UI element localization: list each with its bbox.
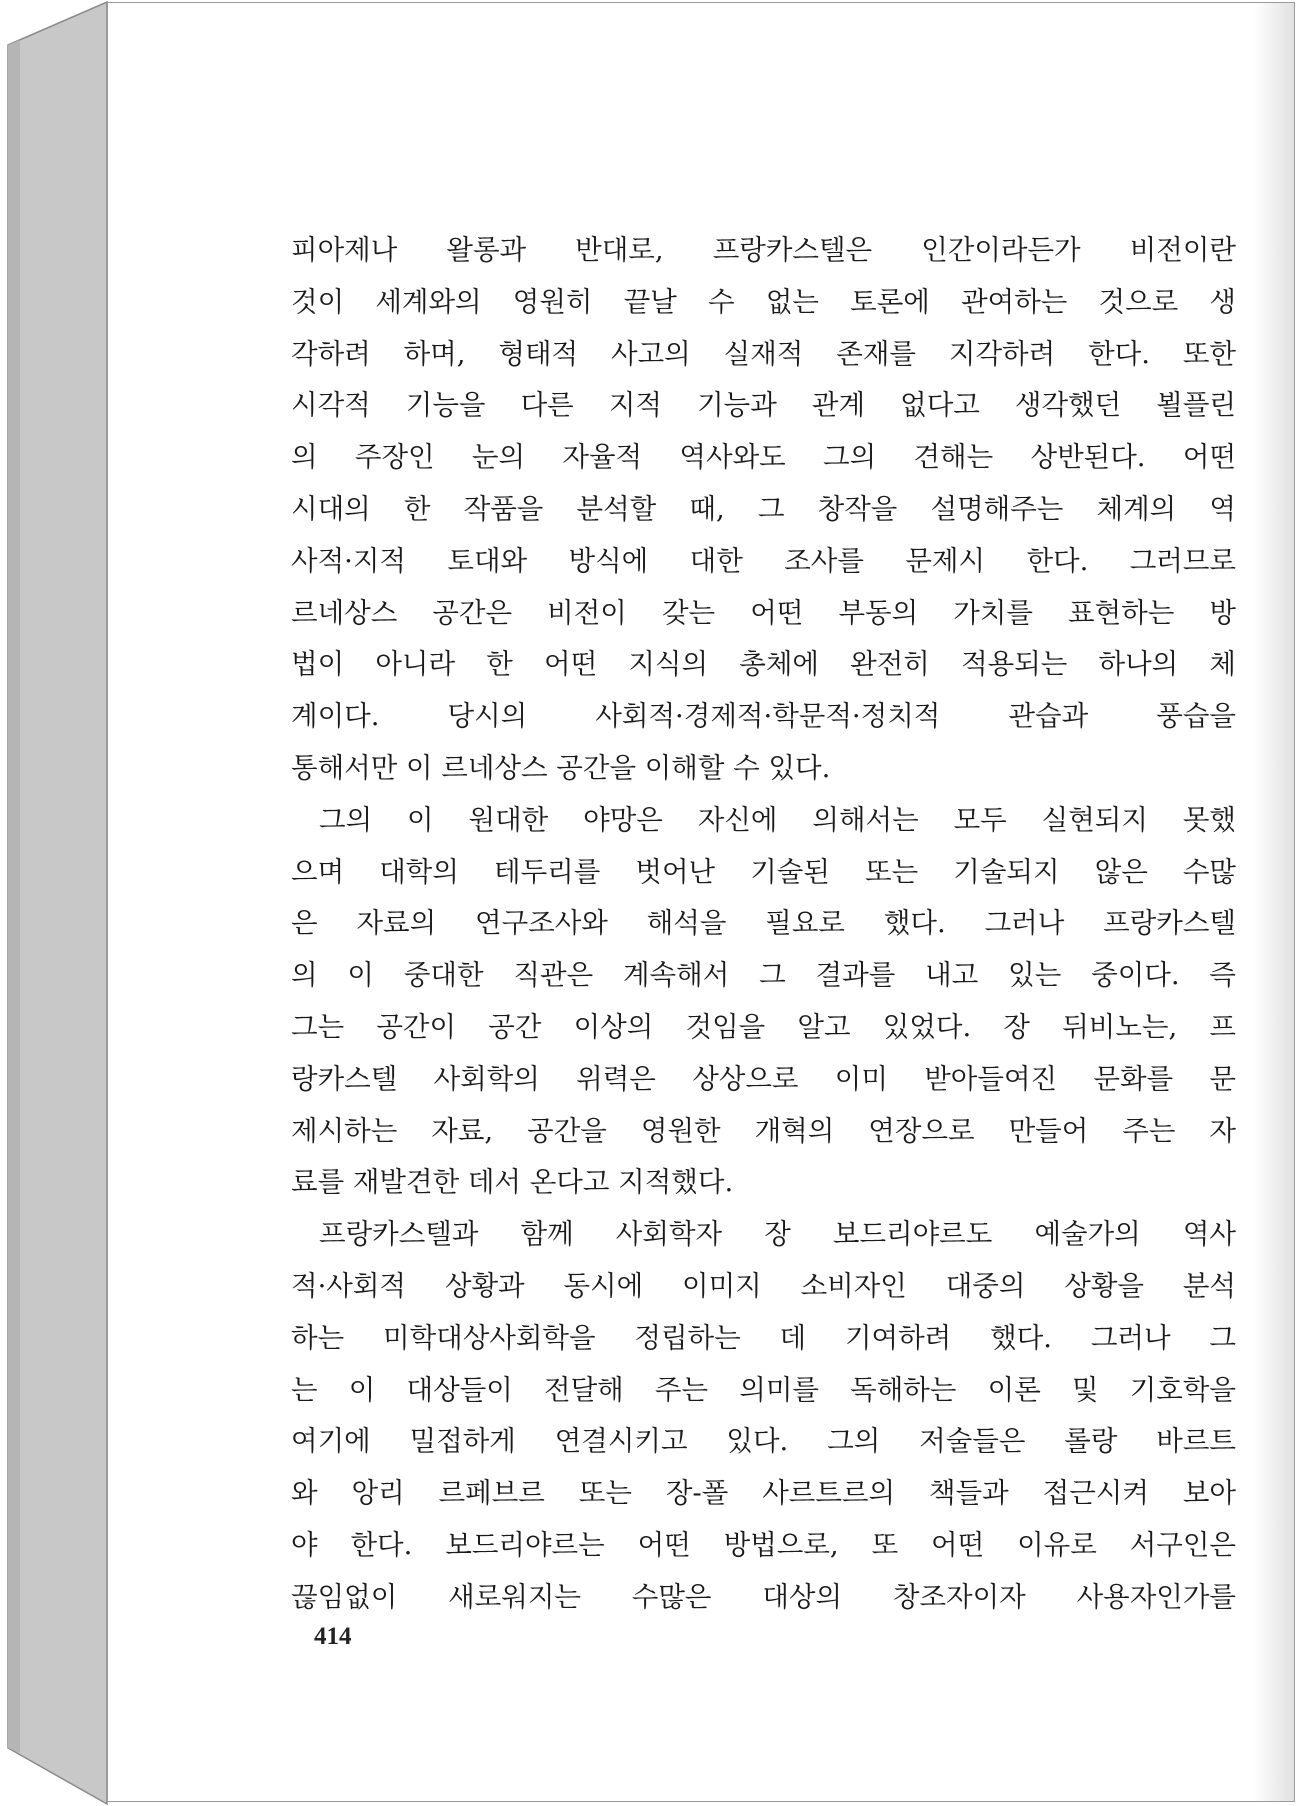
text-line: 끊임없이 새로워지는 수많은 대상의 창조자이자 사용자인가를 xyxy=(291,1580,1236,1613)
book-page xyxy=(107,2,1295,1802)
text-line: 그의 이 원대한 야망은 자신에 의해서는 모두 실현되지 못했 xyxy=(319,803,1236,836)
text-line: 랑카스텔 사회학의 위력은 상상으로 이미 받아들여진 문화를 문 xyxy=(291,1062,1236,1095)
text-line: 의 주장인 눈의 자율적 역사와도 그의 견해는 상반된다. 어떤 xyxy=(291,441,1236,474)
text-line: 는 이 대상들이 전달해 주는 의미를 독해하는 이론 및 기호학을 xyxy=(291,1373,1236,1406)
text-line: 그는 공간이 공간 이상의 것임을 알고 있었다. 장 뒤비노는, 프 xyxy=(291,1010,1236,1043)
text-line: 야 한다. 보드리야르는 어떤 방법으로, 또 어떤 이유로 서구인은 xyxy=(291,1528,1236,1561)
text-line: 적·사회적 상황과 동시에 이미지 소비자인 대중의 상황을 분석 xyxy=(291,1269,1236,1302)
text-line: 시대의 한 작품을 분석할 때, 그 창작을 설명해주는 체계의 역 xyxy=(291,492,1236,525)
text-line: 계이다. 당시의 사회적·경제적·학문적·정치적 관습과 풍습을 xyxy=(291,700,1236,733)
text-line: 여기에 밀접하게 연결시키고 있다. 그의 저술들은 롤랑 바르트 xyxy=(291,1425,1236,1458)
text-line: 사적·지적 토대와 방식에 대한 조사를 문제시 한다. 그러므로 xyxy=(291,544,1236,577)
text-line: 제시하는 자료, 공간을 영원한 개혁의 연장으로 만들어 주는 자 xyxy=(291,1114,1236,1147)
text-line: 통해서만 이 르네상스 공간을 이해할 수 있다. xyxy=(291,751,831,784)
book-spine xyxy=(0,0,110,1806)
text-line: 와 앙리 르페브르 또는 장-폴 사르트르의 책들과 접근시켜 보아 xyxy=(291,1477,1236,1510)
page-number: 414 xyxy=(314,1623,352,1650)
book-spine-graphic xyxy=(0,0,110,1806)
text-line: 시각적 기능을 다른 지적 기능과 관계 없다고 생각했던 뵐플린 xyxy=(291,389,1236,422)
text-line: 것이 세계와의 영원히 끝날 수 없는 토론에 관여하는 것으로 생 xyxy=(291,285,1236,318)
text-line: 법이 아니라 한 어떤 지식의 총체에 완전히 적용되는 하나의 체 xyxy=(291,648,1236,681)
text-line: 은 자료의 연구조사와 해석을 필요로 했다. 그러나 프랑카스텔 xyxy=(291,907,1236,940)
text-line: 프랑카스텔과 함께 사회학자 장 보드리야르도 예술가의 역사 xyxy=(319,1218,1236,1251)
text-line: 각하려 하며, 형태적 사고의 실재적 존재를 지각하려 한다. 또한 xyxy=(291,337,1236,370)
text-line: 료를 재발견한 데서 온다고 지적했다. xyxy=(291,1166,734,1199)
text-line: 의 이 중대한 직관은 계속해서 그 결과를 내고 있는 중이다. 즉 xyxy=(291,959,1236,992)
text-line: 으며 대학의 테두리를 벗어난 기술된 또는 기술되지 않은 수많 xyxy=(291,855,1236,888)
body-text xyxy=(291,225,1236,1624)
text-line: 하는 미학대상사회학을 정립하는 데 기여하려 했다. 그러나 그 xyxy=(291,1321,1236,1354)
text-line: 피아제나 왈롱과 반대로, 프랑카스텔은 인간이라든가 비전이란 xyxy=(291,234,1236,266)
text-line: 르네상스 공간은 비전이 갖는 어떤 부동의 가치를 표현하는 방 xyxy=(291,596,1236,629)
